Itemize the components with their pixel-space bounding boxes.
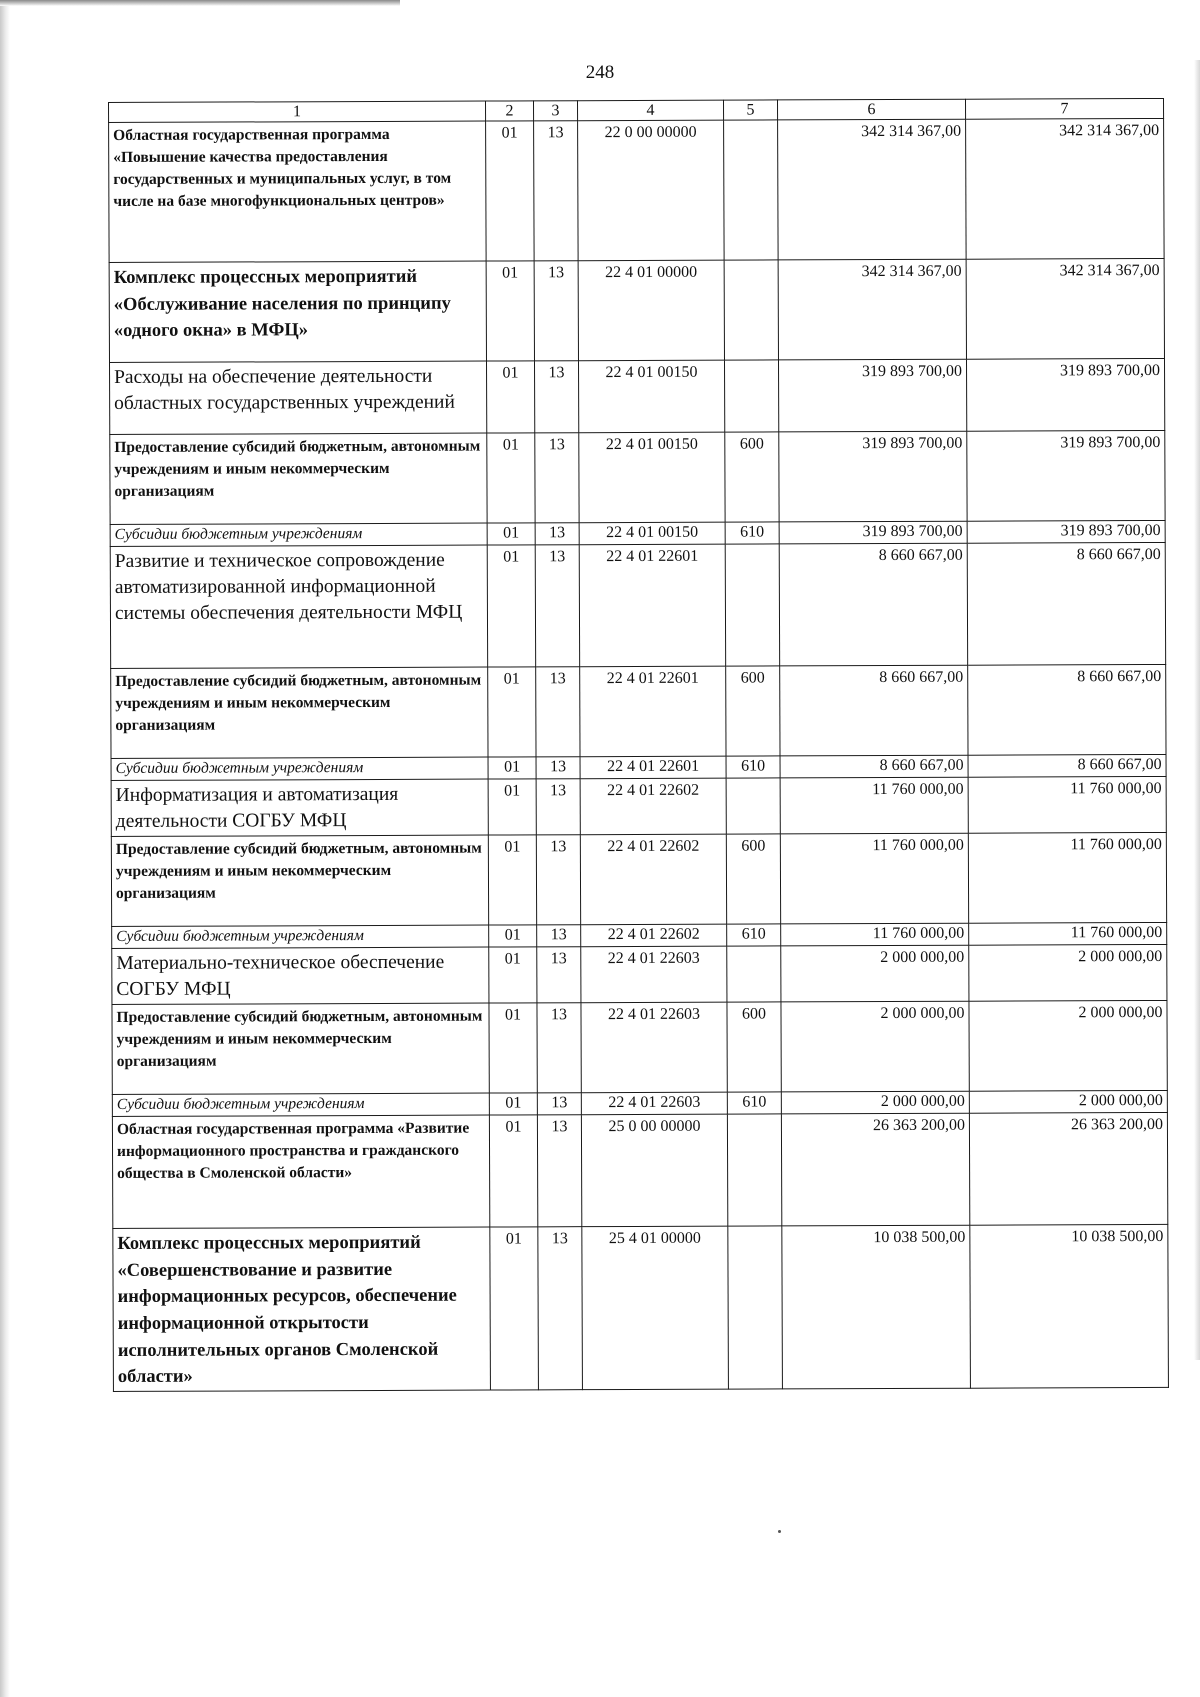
row-name-cell: Комплекс процессных мероприятий «Совершенствование и развитие информационных ресурсов, обеспечение информационной открытости исполнительных органов Смоленской области» <box>113 1227 491 1391</box>
expense-type-cell: 600 <box>726 666 780 756</box>
table-body <box>109 118 1169 1391</box>
header-cell: 1 <box>109 101 486 122</box>
target-article-cell: 22 4 01 22603 <box>581 946 727 1003</box>
row-name-cell: Предоставление субсидий бюджетным, автономным учреждениям и иным некоммерческим организациям <box>111 835 488 926</box>
amount-year2-cell: 11 760 000,00 <box>968 832 1166 923</box>
amount-year1-cell: 2 000 000,00 <box>781 1091 969 1114</box>
subsection-code-cell: 13 <box>538 1227 583 1390</box>
section-code-cell: 01 <box>488 757 536 779</box>
section-code-cell: 01 <box>489 1003 537 1093</box>
budget-table <box>108 98 1169 1392</box>
amount-year2-cell: 2 000 000,00 <box>969 1000 1167 1091</box>
table-row <box>109 118 1165 262</box>
expense-type-cell: 600 <box>727 1002 781 1092</box>
section-code-cell: 01 <box>486 261 534 361</box>
table-row <box>112 944 1167 1004</box>
page-number: 248 <box>585 62 615 83</box>
row-name-cell: Областная государственная программа «Развитие информационного пространства и гражданского общества в Смоленской области» <box>112 1115 489 1228</box>
target-article-cell: 22 4 01 00150 <box>579 522 725 545</box>
section-code-cell: 01 <box>487 545 535 667</box>
expense-type-cell <box>724 260 778 360</box>
row-name-cell: Предоставление субсидий бюджетным, автономным учреждениям и иным некоммерческим организациям <box>111 667 488 758</box>
table-row <box>112 1000 1167 1094</box>
expense-type-cell: 610 <box>727 924 781 946</box>
table-row <box>111 664 1166 758</box>
target-article-cell: 22 4 01 00150 <box>578 360 724 433</box>
section-code-cell: 01 <box>488 667 536 757</box>
amount-year1-cell: 11 760 000,00 <box>780 833 968 924</box>
scan-speck <box>778 1530 781 1533</box>
amount-year1-cell: 11 760 000,00 <box>780 777 968 834</box>
amount-year1-cell: 2 000 000,00 <box>781 1001 969 1092</box>
expense-type-cell <box>726 778 780 834</box>
table-row <box>113 1224 1169 1391</box>
section-code-cell: 01 <box>488 779 536 835</box>
amount-year1-cell: 319 893 700,00 <box>779 431 967 522</box>
row-name-cell: Предоставление субсидий бюджетным, автономным учреждениям и иным некоммерческим организациям <box>112 1003 489 1094</box>
amount-year1-cell: 26 363 200,00 <box>781 1113 969 1226</box>
amount-year1-cell: 8 660 667,00 <box>780 755 968 778</box>
amount-year2-cell: 8 660 667,00 <box>968 664 1166 755</box>
expense-type-cell <box>724 120 779 260</box>
expense-type-cell: 600 <box>726 834 780 924</box>
subsection-code-cell: 13 <box>536 667 580 757</box>
subsection-code-cell: 13 <box>537 1115 581 1227</box>
target-article-cell: 22 4 01 22603 <box>581 1002 727 1093</box>
scan-edge-right <box>1194 60 1200 1360</box>
header-cell: 7 <box>965 98 1163 119</box>
amount-year2-cell: 319 893 700,00 <box>967 430 1165 521</box>
table-row <box>112 1112 1167 1228</box>
target-article-cell: 25 0 00 00000 <box>581 1114 727 1227</box>
amount-year2-cell: 26 363 200,00 <box>969 1112 1167 1225</box>
scan-edge-left <box>0 0 10 1697</box>
section-code-cell: 01 <box>487 523 535 545</box>
amount-year1-cell: 319 893 700,00 <box>778 359 966 432</box>
amount-year2-cell: 11 760 000,00 <box>968 776 1166 833</box>
row-name-cell: Материально-техническое обеспечение СОГБУ МФЦ <box>112 947 489 1004</box>
amount-year1-cell: 11 760 000,00 <box>781 923 969 946</box>
target-article-cell: 22 4 01 22601 <box>579 544 725 667</box>
section-code-cell: 01 <box>488 835 536 925</box>
row-name-cell: Субсидии бюджетным учреждениям <box>111 757 488 780</box>
table-row <box>109 258 1164 362</box>
amount-year2-cell: 8 660 667,00 <box>967 542 1165 665</box>
target-article-cell: 22 4 01 00000 <box>578 260 724 361</box>
target-article-cell: 22 4 01 22603 <box>581 1092 727 1115</box>
target-article-cell: 22 4 01 00150 <box>579 432 725 523</box>
expense-type-cell <box>727 946 781 1002</box>
row-name-cell: Информатизация и автоматизация деятельности СОГБУ МФЦ <box>111 779 488 836</box>
subsection-code-cell: 13 <box>537 925 581 947</box>
row-name-cell: Областная государственная программа «Повышение качества предоставления государственных и муниципальных услуг, в том числе на базе многофункциональных центров» <box>109 121 487 262</box>
row-name-cell: Субсидии бюджетным учреждениям <box>112 1093 489 1116</box>
expense-type-cell: 610 <box>727 1092 781 1114</box>
subsection-code-cell: 13 <box>537 1093 581 1115</box>
target-article-cell: 22 4 01 22602 <box>580 778 726 835</box>
amount-year1-cell: 8 660 667,00 <box>780 665 968 756</box>
section-code-cell: 01 <box>489 1115 537 1227</box>
section-code-cell: 01 <box>486 121 535 261</box>
amount-year1-cell: 319 893 700,00 <box>779 521 967 544</box>
subsection-code-cell: 13 <box>537 947 581 1003</box>
amount-year2-cell: 11 760 000,00 <box>969 922 1167 945</box>
subsection-code-cell: 13 <box>536 835 580 925</box>
subsection-code-cell: 13 <box>535 523 579 545</box>
amount-year2-cell: 10 038 500,00 <box>970 1224 1169 1388</box>
header-cell: 3 <box>533 101 577 121</box>
amount-year2-cell: 2 000 000,00 <box>969 944 1167 1001</box>
expense-type-cell <box>727 1114 781 1226</box>
section-code-cell: 01 <box>489 925 537 947</box>
scan-edge-top <box>0 0 400 6</box>
table-row <box>110 358 1165 434</box>
expense-type-cell: 610 <box>726 756 780 778</box>
header-cell: 5 <box>723 100 777 120</box>
expense-type-cell: 610 <box>725 522 779 544</box>
target-article-cell: 22 4 01 22602 <box>581 924 727 947</box>
subsection-code-cell: 13 <box>534 261 578 361</box>
section-code-cell: 01 <box>487 433 535 523</box>
expense-type-cell <box>725 544 779 666</box>
row-name-cell: Расходы на обеспечение деятельности областных государственных учреждений <box>110 361 487 434</box>
amount-year1-cell: 8 660 667,00 <box>779 543 967 666</box>
section-code-cell: 01 <box>489 1093 537 1115</box>
row-name-cell: Субсидии бюджетным учреждениям <box>112 925 489 948</box>
subsection-code-cell: 13 <box>537 1003 581 1093</box>
subsection-code-cell: 13 <box>535 545 579 667</box>
subsection-code-cell: 13 <box>536 757 580 779</box>
target-article-cell: 25 4 01 00000 <box>582 1226 729 1389</box>
subsection-code-cell: 13 <box>535 433 579 523</box>
row-name-cell: Комплекс процессных мероприятий «Обслуживание населения по принципу «одного окна» в МФЦ» <box>109 261 486 362</box>
row-name-cell: Субсидии бюджетным учреждениям <box>110 523 487 546</box>
row-name-cell: Предоставление субсидий бюджетным, автономным учреждениям и иным некоммерческим организациям <box>110 433 487 524</box>
table-row <box>110 542 1165 668</box>
subsection-code-cell: 13 <box>534 121 579 261</box>
amount-year1-cell: 10 038 500,00 <box>782 1225 971 1388</box>
amount-year2-cell: 319 893 700,00 <box>967 520 1165 543</box>
amount-year2-cell: 2 000 000,00 <box>969 1090 1167 1113</box>
subsection-code-cell: 13 <box>534 361 578 433</box>
expense-type-cell <box>724 360 778 432</box>
subsection-code-cell: 13 <box>536 779 580 835</box>
target-article-cell: 22 4 01 22602 <box>580 834 726 925</box>
expense-type-cell: 600 <box>725 432 779 522</box>
amount-year1-cell: 2 000 000,00 <box>781 945 969 1002</box>
amount-year1-cell: 342 314 367,00 <box>778 259 966 360</box>
table-row <box>110 430 1165 524</box>
section-code-cell: 01 <box>486 361 534 433</box>
expense-type-cell <box>728 1226 783 1389</box>
section-code-cell: 01 <box>489 947 537 1003</box>
header-cell: 6 <box>777 99 965 120</box>
amount-year2-cell: 319 893 700,00 <box>966 358 1164 431</box>
header-cell: 4 <box>577 100 723 121</box>
table-row <box>111 776 1166 836</box>
target-article-cell: 22 0 00 00000 <box>578 120 725 261</box>
target-article-cell: 22 4 01 22601 <box>580 666 726 757</box>
header-cell: 2 <box>485 101 533 121</box>
amount-year2-cell: 342 314 367,00 <box>966 258 1164 359</box>
row-name-cell: Развитие и техническое сопровождение автоматизированной информационной системы обеспечения деятельности МФЦ <box>110 545 487 668</box>
target-article-cell: 22 4 01 22601 <box>580 756 726 779</box>
amount-year1-cell: 342 314 367,00 <box>778 119 967 260</box>
table-row <box>111 832 1166 926</box>
amount-year2-cell: 8 660 667,00 <box>968 754 1166 777</box>
section-code-cell: 01 <box>490 1227 539 1390</box>
amount-year2-cell: 342 314 367,00 <box>966 118 1165 259</box>
